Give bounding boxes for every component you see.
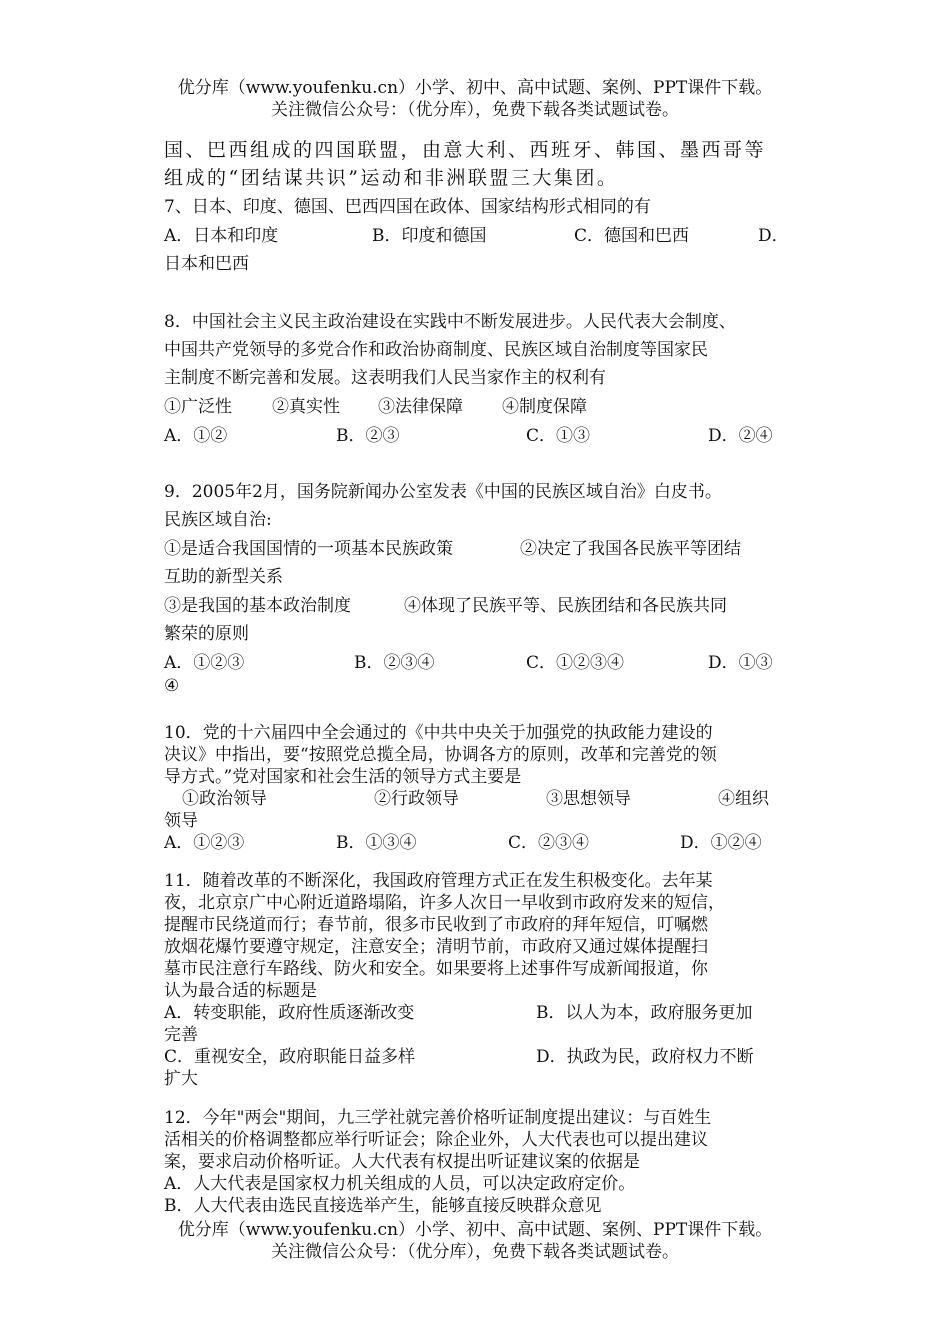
q8-statement-1: ①广泛性 [164, 397, 232, 417]
q9-option-b: B．②③④ [354, 653, 435, 673]
q9-statement-4: ④体现了民族平等、民族团结和各民族共同 [404, 596, 727, 616]
q12-option-a: A．人大代表是国家权力机关组成的人员，可以决定政府定价。 [164, 1174, 636, 1194]
q7-stem: 7、日本、印度、德国、巴西四国在政体、国家结构形式相同的有 [164, 197, 651, 217]
q10-statement-2: ②行政领导 [374, 789, 459, 809]
q11-line-2: 夜，北京京广中心附近道路塌陷，许多人次日一早收到市政府发来的短信， [164, 893, 725, 913]
q11-line-1: 11．随着改革的不断深化，我国政府管理方式正在发生积极变化。去年某 [164, 871, 713, 891]
q9-option-c: C．①②③④ [526, 653, 625, 673]
intro-line-1: 国、巴西组成的四国联盟，由意大利、西班牙、韩国、墨西哥等 [164, 139, 767, 161]
q11-option-b-cont: 完善 [164, 1025, 198, 1045]
q10-option-c: C．②③④ [508, 833, 590, 853]
q10-option-b: B．①③④ [336, 833, 417, 853]
q11-option-d-cont: 扩大 [164, 1069, 198, 1089]
q11-line-6: 认为最合适的标题是 [164, 981, 317, 1001]
q11-option-b: B．以人为本，政府服务更加 [536, 1003, 753, 1023]
q7-option-a: A．日本和印度 [164, 226, 279, 246]
q7-option-d: D． [758, 226, 789, 246]
q10-statement-1: ①政治领导 [182, 789, 267, 809]
q9-option-a: A．①②③ [164, 653, 245, 673]
q9-statement-4-cont: 繁荣的原则 [164, 624, 249, 644]
q8-option-d: D．②④ [708, 426, 773, 446]
q10-line-3: 导方式。”党对国家和社会生活的领导方式主要是 [164, 767, 522, 787]
q8-statement-2: ②真实性 [272, 397, 340, 417]
q9-statement-2-cont: 互助的新型关系 [164, 567, 283, 587]
q12-line-3: 案，要求启动价格听证。人大代表有权提出听证建议案的依据是 [164, 1152, 640, 1172]
q8-statement-4: ④制度保障 [502, 397, 587, 417]
q8-option-b: B．②③ [336, 426, 400, 446]
q9-line-1: 9．2005年2月，国务院新闻办公室发表《中国的民族区域自治》白皮书。 [164, 482, 722, 502]
q9-option-d: D．①③ [708, 653, 773, 673]
q10-line-2: 决议》中指出，要“按照党总揽全局，协调各方的原则，改革和完善党的领 [164, 745, 717, 765]
q10-statement-4: ④组织 [718, 789, 769, 809]
q7-option-d-cont: 日本和巴西 [164, 254, 249, 274]
q8-line-2: 中国共产党领导的多党合作和政治协商制度、民族区域自治制度等国家民 [164, 340, 708, 360]
q12-line-1: 12．今年"两会"期间，九三学社就完善价格听证制度提出建议：与百姓生 [164, 1108, 712, 1128]
intro-line-2: 组成的“团结谋共识”运动和非洲联盟三大集团。 [164, 167, 619, 189]
q8-line-1: 8．中国社会主义民主政治建设在实践中不断发展进步。人民代表大会制度、 [164, 312, 736, 332]
q10-option-a: A．①②③ [164, 833, 245, 853]
q8-option-c: C．①③ [526, 426, 591, 446]
q10-option-d: D．①②④ [680, 833, 762, 853]
q9-statement-1: ①是适合我国国情的一项基本民族政策 [164, 539, 453, 559]
page-footer-line-1: 优分库（www.youfenku.cn）小学、初中、高中试题、案例、PPT课件下载。 [177, 1220, 773, 1240]
q8-option-a: A．①② [164, 426, 228, 446]
q9-statement-3: ③是我国的基本政治制度 [164, 596, 351, 616]
q11-line-5: 墓市民注意行车路线、防火和安全。如果要将上述事件写成新闻报道，你 [164, 959, 708, 979]
q9-option-d-cont: ④ [164, 676, 180, 696]
q11-line-4: 放烟花爆竹要遵守规定，注意安全；清明节前，市政府又通过媒体提醒扫 [164, 937, 708, 957]
q10-statement-3: ③思想领导 [546, 789, 631, 809]
q11-option-c: C．重视安全，政府职能日益多样 [164, 1047, 416, 1067]
q11-option-a: A．转变职能，政府性质逐渐改变 [164, 1003, 415, 1023]
q9-line-2: 民族区域自治: [164, 510, 272, 530]
page-footer-line-2: 关注微信公众号：（优分库），免费下载各类试题试卷。 [271, 1242, 679, 1262]
q7-option-c: C．德国和巴西 [574, 226, 690, 246]
q11-option-d: D．执政为民，政府权力不断 [536, 1047, 754, 1067]
page-header-line-2: 关注微信公众号：（优分库），免费下载各类试题试卷。 [271, 100, 679, 120]
page-header-line-1: 优分库（www.youfenku.cn）小学、初中、高中试题、案例、PPT课件下载。 [177, 78, 773, 98]
q11-line-3: 提醒市民绕道而行；春节前，很多市民收到了市政府的拜年短信，叮嘱燃 [164, 915, 708, 935]
q12-option-b: B．人大代表由选民直接选举产生，能够直接反映群众意见 [164, 1196, 602, 1216]
q7-option-b: B．印度和德国 [372, 226, 487, 246]
q9-statement-2: ②决定了我国各民族平等团结 [520, 539, 741, 559]
q8-line-3: 主制度不断完善和发展。这表明我们人民当家作主的权利有 [164, 368, 606, 388]
q8-statement-3: ③法律保障 [378, 397, 463, 417]
q12-line-2: 活相关的价格调整都应举行听证会；除企业外，人大代表也可以提出建议 [164, 1130, 708, 1150]
q10-line-1: 10．党的十六届四中全会通过的《中共中央关于加强党的执政能力建设的 [164, 723, 713, 743]
q10-statement-4-cont: 领导 [164, 811, 198, 831]
